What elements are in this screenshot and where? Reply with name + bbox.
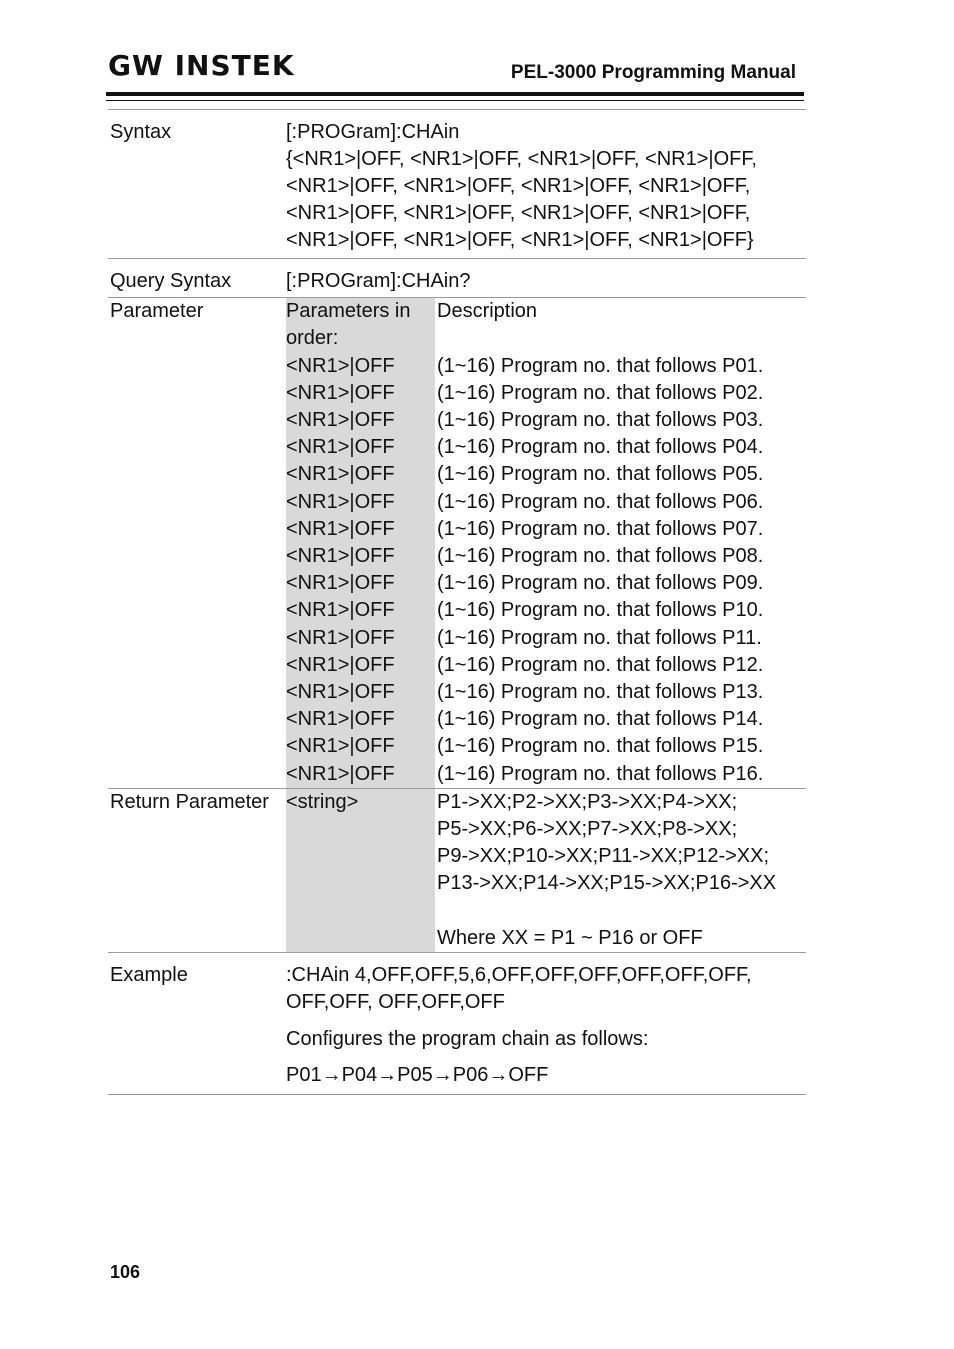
desc-cell: (1~16) Program no. that follows P16.: [437, 763, 764, 785]
param-cell: <NR1>|OFF: [286, 708, 395, 730]
return-note: Where XX = P1 ~ P16 or OFF: [437, 927, 703, 949]
param-cell: <NR1>|OFF: [286, 599, 395, 621]
parameter-label: Parameter: [110, 300, 204, 322]
desc-cell: (1~16) Program no. that follows P15.: [437, 735, 764, 757]
param-cell: <NR1>|OFF: [286, 436, 395, 458]
divider: [108, 109, 806, 110]
description-header: Description: [437, 300, 538, 322]
desc-cell: (1~16) Program no. that follows P01.: [437, 355, 764, 377]
example-command: OFF,OFF, OFF,OFF,OFF: [286, 991, 505, 1013]
brand-logo: GW INSTEK: [108, 49, 295, 82]
param-cell: <NR1>|OFF: [286, 409, 395, 431]
desc-cell: (1~16) Program no. that follows P02.: [437, 382, 764, 404]
divider: [108, 258, 806, 259]
param-cell: <NR1>|OFF: [286, 518, 395, 540]
divider: [108, 952, 806, 953]
desc-cell: (1~16) Program no. that follows P10.: [437, 599, 764, 621]
desc-cell: (1~16) Program no. that follows P11.: [437, 627, 762, 649]
syntax-line: <NR1>|OFF, <NR1>|OFF, <NR1>|OFF, <NR1>|OFF,: [286, 175, 751, 197]
desc-cell: (1~16) Program no. that follows P07.: [437, 518, 764, 540]
syntax-line: [:PROGram]:CHAin: [286, 121, 460, 143]
example-command: :CHAin 4,OFF,OFF,5,6,OFF,OFF,OFF,OFF,OFF,OFF,: [286, 964, 752, 986]
example-label: Example: [110, 964, 188, 986]
syntax-line: <NR1>|OFF, <NR1>|OFF, <NR1>|OFF, <NR1>|OFF}: [286, 229, 754, 251]
desc-cell: (1~16) Program no. that follows P09.: [437, 572, 764, 594]
divider: [108, 1094, 806, 1095]
param-cell: <NR1>|OFF: [286, 463, 395, 485]
page-number: 106: [110, 1262, 141, 1282]
desc-cell: (1~16) Program no. that follows P03.: [437, 409, 764, 431]
return-line: P1->XX;P2->XX;P3->XX;P4->XX;: [437, 791, 738, 813]
desc-cell: (1~16) Program no. that follows P06.: [437, 491, 764, 513]
return-line: P5->XX;P6->XX;P7->XX;P8->XX;: [437, 818, 738, 840]
desc-cell: (1~16) Program no. that follows P05.: [437, 463, 764, 485]
header-rule-thin: [106, 100, 804, 101]
return-parameter-label: Return Parameter: [110, 791, 269, 813]
syntax-line: <NR1>|OFF, <NR1>|OFF, <NR1>|OFF, <NR1>|OFF,: [286, 202, 751, 224]
parameters-header: Parameters in: [286, 300, 411, 322]
desc-cell: (1~16) Program no. that follows P04.: [437, 436, 764, 458]
param-cell: <NR1>|OFF: [286, 572, 395, 594]
desc-cell: (1~16) Program no. that follows P13.: [437, 681, 764, 703]
param-cell: <NR1>|OFF: [286, 654, 395, 676]
parameters-header: order:: [286, 327, 339, 349]
param-cell: <NR1>|OFF: [286, 382, 395, 404]
example-chain: P01→P04→P05→P06→OFF: [286, 1064, 549, 1086]
return-line: P9->XX;P10->XX;P11->XX;P12->XX;: [437, 845, 770, 867]
param-cell: <NR1>|OFF: [286, 545, 395, 567]
desc-cell: (1~16) Program no. that follows P08.: [437, 545, 764, 567]
param-cell: <NR1>|OFF: [286, 763, 395, 785]
param-cell: <NR1>|OFF: [286, 355, 395, 377]
syntax-line: {<NR1>|OFF, <NR1>|OFF, <NR1>|OFF, <NR1>|OFF,: [286, 148, 757, 170]
param-cell: <NR1>|OFF: [286, 627, 395, 649]
param-cell: <NR1>|OFF: [286, 681, 395, 703]
desc-cell: (1~16) Program no. that follows P12.: [437, 654, 764, 676]
syntax-label: Syntax: [110, 121, 172, 143]
header-rule-thick: [106, 92, 804, 96]
query-syntax-value: [:PROGram]:CHAin?: [286, 270, 471, 292]
manual-title: PEL-3000 Programming Manual: [510, 62, 796, 83]
desc-cell: (1~16) Program no. that follows P14.: [437, 708, 764, 730]
param-cell: <NR1>|OFF: [286, 735, 395, 757]
return-type: <string>: [286, 791, 359, 813]
query-syntax-label: Query Syntax: [110, 270, 232, 292]
param-cell: <NR1>|OFF: [286, 491, 395, 513]
return-line: P13->XX;P14->XX;P15->XX;P16->XX: [437, 872, 777, 894]
example-description: Configures the program chain as follows:: [286, 1028, 649, 1050]
